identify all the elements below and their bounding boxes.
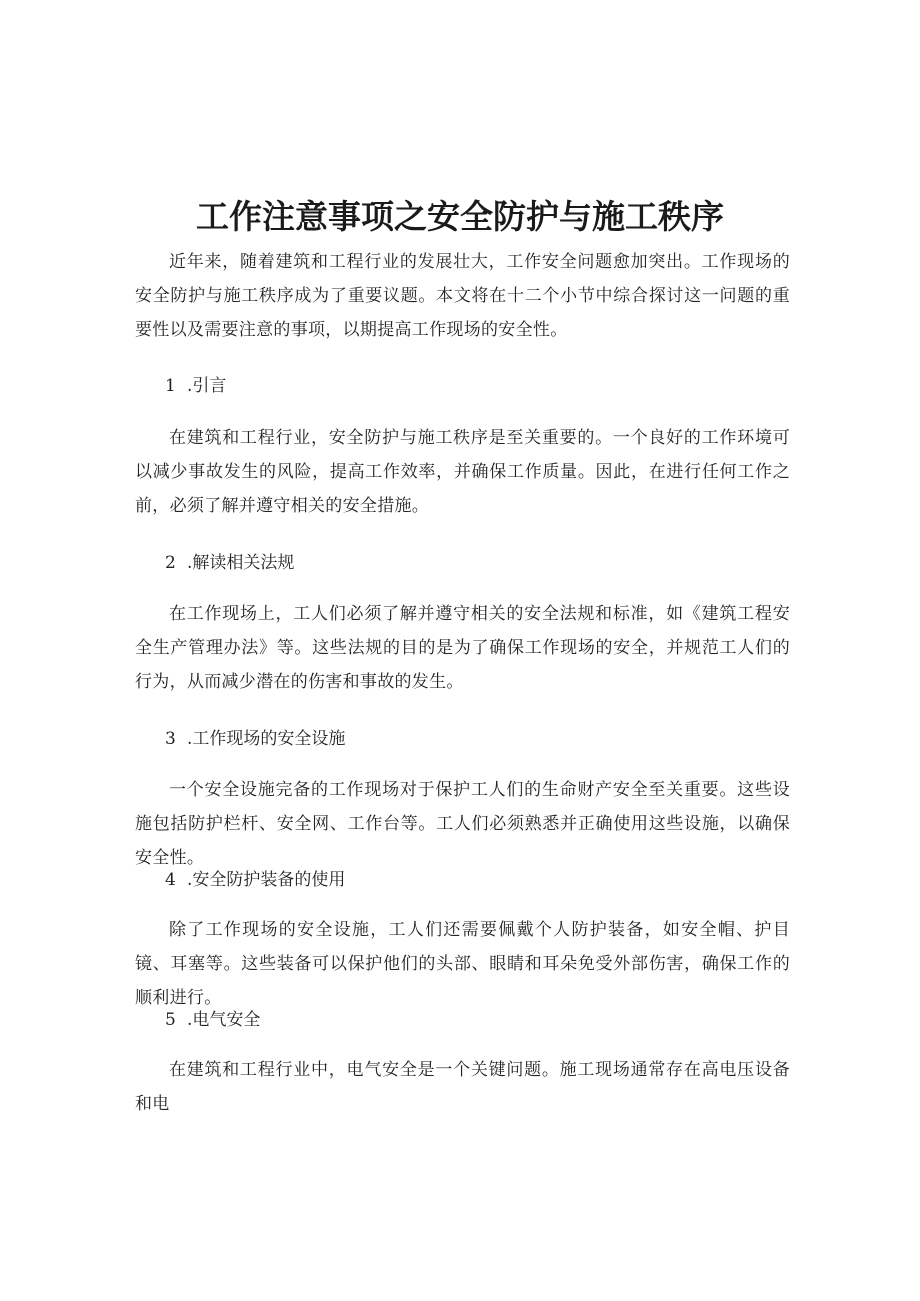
section-number: 5 — [165, 1010, 176, 1030]
section-body-1: 在建筑和工程行业，安全防护与施工秩序是至关重要的。一个良好的工作环境可以减少事故发生的风险，提高工作效率，并确保工作质量。因此，在进行任何工作之前，必须了解并遵守相关的安全措施。 — [135, 428, 790, 516]
intro-paragraph: 近年来，随着建筑和工程行业的发展壮大，工作安全问题愈加突出。工作现场的安全防护与施工秩序成为了重要议题。本文将在十二个小节中综合探讨这一问题的重要性以及需要注意的事项，以期提高工作现场的安全性。 — [135, 252, 790, 340]
section-heading-5 — [165, 1005, 260, 1035]
section-heading-3 — [165, 724, 345, 754]
section-body-4: 除了工作现场的安全设施，工人们还需要佩戴个人防护装备，如安全帽、护目镜、耳塞等。这些装备可以保护他们的头部、眼睛和耳朵免受外部伤害，确保工作的顺利进行。 — [135, 920, 790, 1008]
section-body-3: 一个安全设施完备的工作现场对于保护工人们的生命财产安全至关重要。这些设施包括防护栏杆、安全网、工作台等。工人们必须熟悉并正确使用这些设施，以确保安全性。 — [135, 780, 790, 868]
section-title: .电气安全 — [187, 1010, 261, 1030]
section-title: .工作现场的安全设施 — [187, 729, 346, 749]
section-body-5: 在建筑和工程行业中，电气安全是一个关键问题。施工现场通常存在高电压设备和电 — [135, 1060, 790, 1114]
section-title: .解读相关法规 — [187, 553, 295, 573]
section-number: 1 — [165, 376, 176, 396]
section-number: 4 — [165, 870, 176, 890]
section-heading-4 — [165, 865, 345, 895]
section-title: .引言 — [187, 376, 227, 396]
section-heading-2 — [165, 548, 294, 578]
section-number: 2 — [165, 553, 176, 573]
section-body-2: 在工作现场上，工人们必须了解并遵守相关的安全法规和标准，如《建筑工程安全生产管理办法》等。这些法规的目的是为了确保工作现场的安全，并规范工人们的行为，从而减少潜在的伤害和事故的发生。 — [135, 604, 790, 692]
document-title: 工作注意事项之安全防护与施工秩序 — [196, 197, 724, 237]
section-title: .安全防护装备的使用 — [187, 870, 346, 890]
section-number: 3 — [165, 729, 176, 749]
section-heading-1 — [165, 371, 226, 401]
